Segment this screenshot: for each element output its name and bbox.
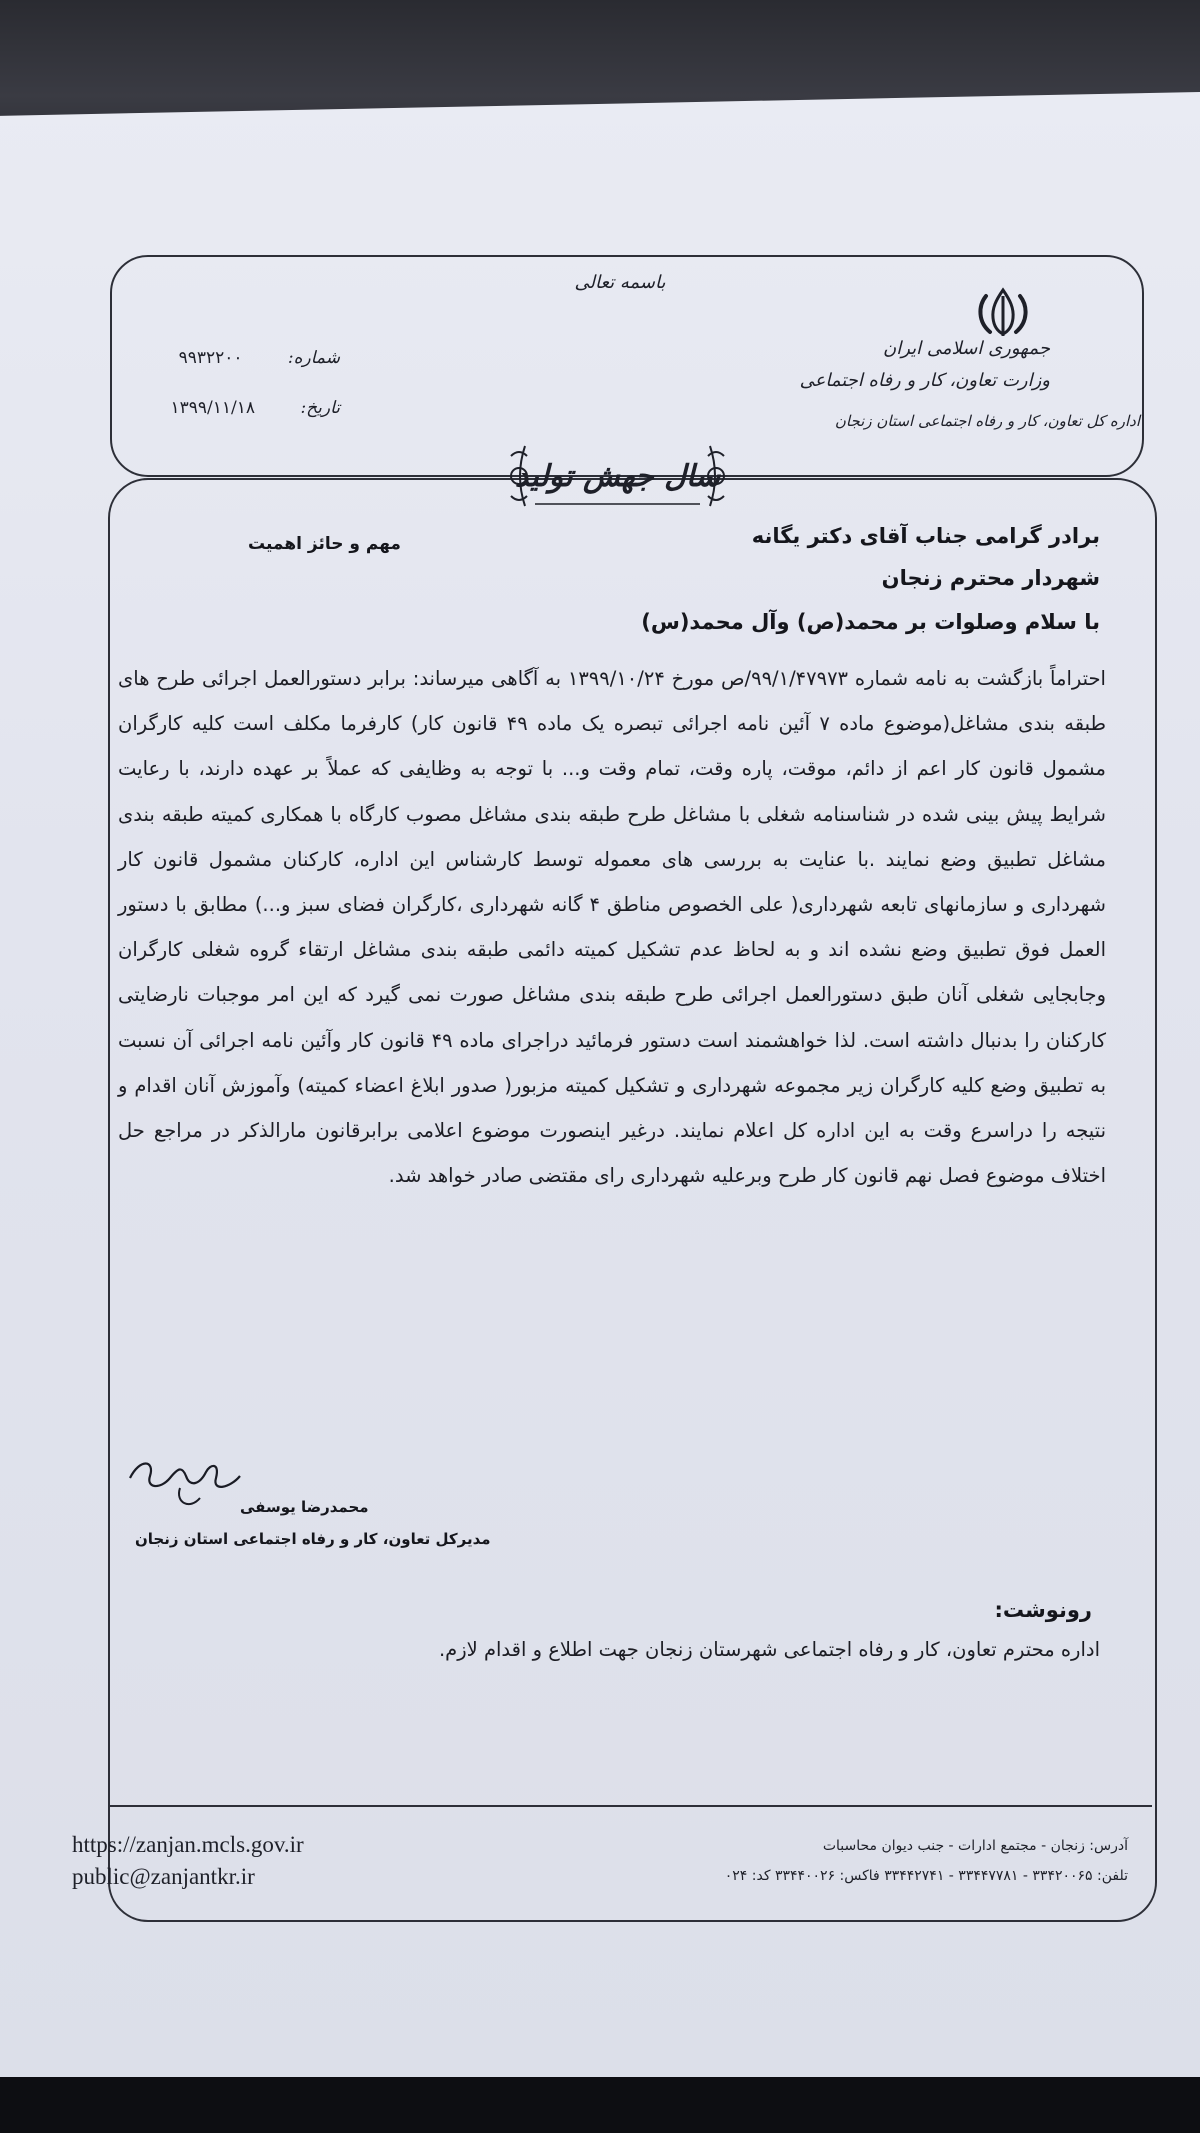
importance-note: مهم و حائز اهمیت (248, 534, 401, 554)
footer-website: https://zanjan.mcls.gov.ir (72, 1832, 304, 1857)
signer-name: محمدرضا یوسفی (240, 1498, 369, 1516)
cc-text: اداره محترم تعاون، کار و رفاه اجتماعی شهرستان زنجان جهت اطلاع و اقدام لازم. (438, 1638, 1100, 1661)
footer-address: آدرس: زنجان - مجتمع ادارات - جنب دیوان محاسبات (822, 1838, 1128, 1854)
org-line-3: اداره کل تعاون، کار و رفاه اجتماعی استان زنجان (834, 412, 1140, 430)
addressee-line-1: برادر گرامی جناب آقای دکتر یگانه (751, 524, 1100, 548)
signer-title: مدیرکل تعاون، کار و رفاه اجتماعی استان زنجان (135, 1530, 491, 1548)
footer-email: public@zanjantkr.ir (72, 1864, 255, 1889)
number-value: ۹۹۳۲۲۰۰ (178, 348, 243, 368)
greeting: با سلام وصلوات بر محمد(ص) وآل محمد(س) (641, 610, 1100, 634)
footer-divider (110, 1805, 1152, 1807)
handwritten-signature (120, 1448, 260, 1518)
number-label: شماره: (287, 348, 340, 368)
letter-date (140, 398, 340, 418)
slogan-text: سال جهش تولید (514, 458, 721, 494)
date-value: ۱۳۹۹/۱۱/۱۸ (170, 398, 256, 418)
footer-phones: تلفن: ۳۳۴۲۰۰۶۵ - ۳۳۴۴۷۷۸۱ - ۳۳۴۴۲۷۴۱ فاکس: ۳۳۴۴۰۰۲۶ کد: ۰۲۴ (724, 1868, 1128, 1884)
basmala: باسمه تعالی (574, 272, 666, 293)
cc-heading: رونوشت: (994, 1598, 1092, 1622)
date-label: تاریخ: (300, 398, 340, 418)
slogan-badge (505, 436, 730, 516)
org-line-2: وزارت تعاون، کار و رفاه اجتماعی (799, 370, 1050, 391)
letter-body: احتراماً بازگشت به نامه شماره ۹۹/۱/۴۷۹۷۳/ص مورخ ۱۳۹۹/۱۰/۲۴ به آگاهی میرساند: برابر دستورالعمل اجرائی طرح های طبقه بندی مشاغل(موضوع ماده ۷ آئین نامه اجرائی تبصره یک ماده ۴۹ قانون کار) کارفرما مکلف است کلیه کارگران مشمول قانون کار اعم از دائم، موقت، پاره وقت، تمام وقت و... با توجه به وظایفی که عملاً بر عهده دارند، با رعایت شرایط پیش بینی شده در شناسنامه شغلی با مشاغل طرح طبقه بندی مشاغل مصوب کارگاه با همکاری کمیته طبقه بندی مشاغل تطبیق وضع نمایند .با عنایت به بررسی های معموله توسط کارشناس این اداره، کارکنان مشمول قانون کار شهرداری و سازمانهای تابعه شهرداری( علی الخصوص مناطق ۴ گانه شهرداری ،کارگران فضای سبز و...) مطابق با دستور العمل فوق تطبیق وضع نشده اند و به لحاظ عدم تشکیل کمیته دائمی طبقه بندی مشاغل ارتقاء گروه شغلی کارگران وجابجایی شغلی آنان طبق دستورالعمل اجرائی طرح طبقه بندی مشاغل صورت نمی گیرد که این امر موجبات نارضایتی کارکنان را بدنبال داشته است. لذا خواهشمند است دستور فرمائید دراجرای ماده ۴۹ قانون کار وآئین نامه اجرائی آن نسبت به تطبیق وضع کلیه کارگران زیر مجموعه شهرداری و تشکیل کمیته مزبور( صدور ابلاغ اعضاء کمیته) وآموزش آنان اقدام و نتیجه را دراسرع وقت به این اداره کل اعلام نمایند. درغیر اینصورت موضوع اعلامی برابرقانون مارالذکر در مراجع حل اختلاف موضوع فصل نهم قانون کار طرح وبرعلیه شهرداری رای مقتضی صادر خواهد شد. (118, 667, 1106, 1188)
iran-emblem-icon (968, 282, 1038, 342)
org-line-1: جمهوری اسلامی ایران (883, 338, 1050, 359)
addressee-line-2: شهردار محترم زنجان (881, 566, 1100, 590)
letter-number (140, 348, 340, 368)
